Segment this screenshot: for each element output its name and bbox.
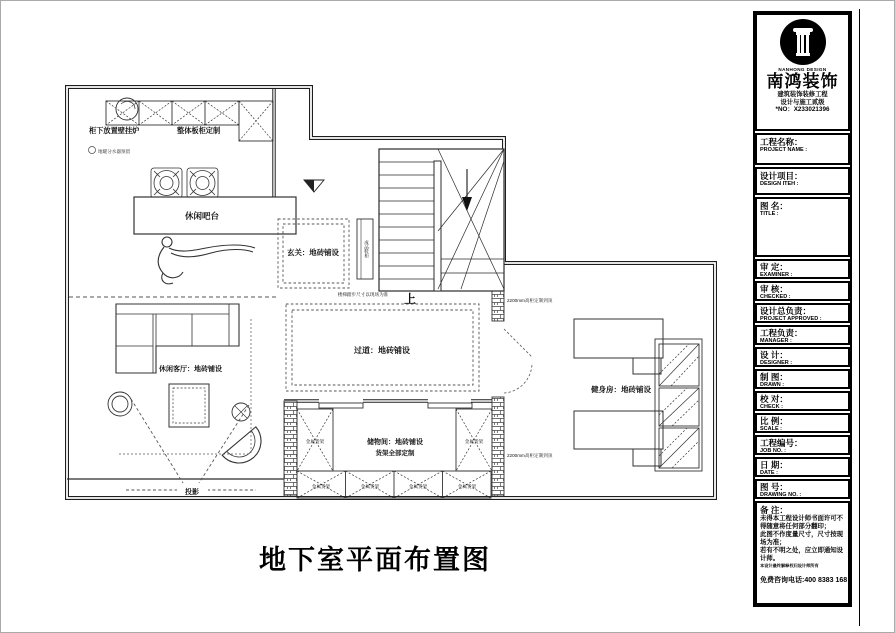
brand-header [755,13,850,131]
cabinet-note-1: 柜下放置壁挂炉 [89,126,140,135]
field-project-approved: 设计总负责： PROJECT APPROVED : [755,303,850,323]
column-logo-icon [780,19,826,65]
brand-cert-2: 设计与施工贰级 [780,98,825,106]
field-job-no: 工程编号： JOB NO. : [755,435,850,455]
shoe-cabinet [357,219,373,279]
small-round-table [232,403,250,421]
shelf-label: 金属货架 [457,484,477,489]
brand-name-cn: 南鸿装饰 [766,72,839,91]
sheet-fold-line [859,9,860,626]
cabinet-note-2: 整体板柜定制 [177,126,221,135]
stair-up-label: 上 [403,292,417,306]
shelf-label: 金属货架 [311,484,331,489]
shelf-label: 金属货架 [305,439,325,444]
brand-name-en: NANHONG DESIGN [778,67,827,72]
shoe-cabinet-label: 成品鞋柜 [364,239,370,259]
field-design-item: 设计项目： DESIGN ITEH : [755,167,850,195]
brick-pier-left [284,401,297,496]
shelf-label: 金属货架 [360,484,380,489]
sofa [116,304,239,373]
field-checked: 审 核： CHECKED : [755,281,850,301]
person-figure [158,237,255,284]
tiny-note: 地暖分水器预留 [98,149,131,154]
room-label-gym: 健身房：地砖铺设 [591,385,651,394]
service-phone: 免费咨询电话:400 8383 168 [760,577,848,584]
brand-cert-1: 建筑装饰装修工程 [777,91,828,98]
side-table-round [108,392,132,416]
field-manager: 工程负责： MANAGER : [755,325,850,345]
bar-chair [151,168,182,198]
room-label-living: 休闲客厅：地砖铺设 [159,366,222,373]
room-label-storage2: 货架全部定制 [375,450,415,457]
tall-cabinet-note: 2200mm高柜定制到顶 [507,298,553,303]
field-drawn: 制 图： DRAWN : [755,369,850,389]
coffee-table [169,384,209,427]
field-drawing-no: 图 号： DRAWING NO. : [755,479,850,499]
tall-cabinet-note: 2200mm高柜定制到顶 [507,453,553,458]
field-title: 图 名： TITLE : [755,197,850,257]
field-examiner: 审 定： EXAMINER : [755,259,850,279]
brick-wall-lower [492,397,504,496]
stair-note: 楼梯踏步尺寸以现场为准 [337,292,389,297]
level-marker-icon [304,180,324,192]
projection-label: 投影 [185,489,199,496]
gym-lockers [655,339,702,471]
remark-tiny: 本设计最终解释权归设计师所有 [760,563,819,568]
remark-line: 未得本工程设计师书面许可不得随意将任何部分翻印； [760,515,844,530]
bar-chair [187,168,218,198]
field-project-name: 工程名称： PROJECT NAME : [755,133,850,165]
sliding-door [428,403,472,408]
room-label-corridor: 过道：地砖铺设 [354,346,410,355]
field-scale: 比 例： SCALE : [755,413,850,433]
drawing-title: 地下室平面布置图 [259,545,491,575]
armchair [222,427,270,472]
title-block [753,11,852,607]
shelf-label: 金属货架 [464,439,484,444]
remarks-block: 备 注： 未得本工程设计师书面许可不得随意将任何部分翻印； 此图不作度量尺寸，尺寸按现场为准； 若有不明之处，应立即通知设计师。 本设计最终解释权归设计师所有 免费咨询电话:400 8383 168 [755,501,850,605]
remark-line: 此图不作度量尺寸，尺寸按现场为准； [760,531,844,546]
remark-line: 若有不明之处，应立即通知设计师。 [760,547,844,562]
staircase [379,149,504,291]
shelf-label: 金属货架 [408,484,428,489]
field-date: 日 期： DATE : [755,457,850,477]
room-label-storage: 储物间：地砖铺设 [367,439,423,446]
sliding-door [319,403,363,408]
room-label-entry: 玄关：地砖铺设 [287,248,339,257]
field-designer: 设 计： DESIGNER : [755,347,850,367]
room-label-bar: 休闲吧台 [184,211,220,221]
note-marker [89,147,96,154]
field-check: 校 对： CHECK : [755,391,850,411]
brand-cert-no: *NO：X233021396 [775,106,830,113]
